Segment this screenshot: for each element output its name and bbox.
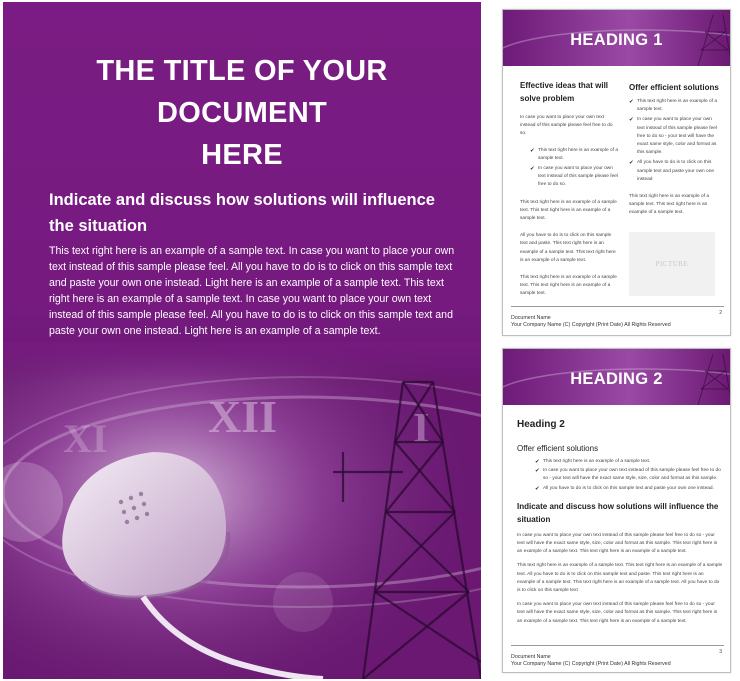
heading-2: Heading 2: [517, 419, 565, 430]
checklist: [517, 458, 723, 493]
paragraph: This text right here is an example of a sample text. This text right here is an example of a sample text. All you have to do is to click on this sample text and paste. This text right here is an example of a sample text. This text right here is an example of a sample text. All you have to do is to click on this sample text: [517, 563, 723, 594]
list-item: ✔ This text right here is an example of a sample text.: [535, 459, 651, 465]
section-title: Offer efficient solutions: [629, 83, 719, 92]
cover-title: THE TITLE OF YOUR DOCUMENT HERE: [96, 55, 388, 171]
paragraph: In case you want to place your own text instead of this sample please feel free to do so - your text will have the exact same style, size, color and format as this sample. This text right here is an example of a sample text. This text right here is an example of a sample text.: [517, 602, 718, 624]
page-number: 3: [719, 649, 722, 655]
check-icon: ✔: [535, 468, 540, 475]
page-number: 2: [719, 310, 722, 316]
right-column: [629, 81, 719, 296]
list-item: ✔ All you have to do is to click on this sample text and paste your own one instead: [629, 160, 715, 182]
paragraph: This text right here is an example of a sample text. This text right here is an example of a sample text.: [629, 194, 709, 216]
page-2-thumbnail: [502, 9, 731, 336]
cover-page: [3, 2, 481, 679]
check-icon: ✔: [530, 147, 535, 154]
page-3-thumbnail: [502, 348, 731, 673]
footer-document-name: Document Name: [511, 315, 551, 321]
check-icon: ✔: [629, 99, 634, 105]
page-heading: HEADING 1: [570, 31, 663, 49]
page-footer: [511, 306, 724, 329]
check-icon: ✔: [535, 485, 540, 492]
svg-text:I: I: [413, 406, 430, 452]
list-item: ✔ In case you want to place your own text instead of this sample please feel free to do so - your text will have the exact same style, size, color and format as this sample.: [535, 468, 721, 482]
page-content: [517, 419, 723, 626]
check-icon: ✔: [530, 166, 535, 173]
checklist: [629, 98, 719, 184]
cover-telecom-photo: [3, 342, 481, 679]
section-title: Effective ideas that will solve problem: [520, 81, 609, 103]
page-banner: [503, 10, 730, 66]
footer-copyright: Your Company Name (C) Copyright (Print Date) All Rights Reserved: [511, 322, 671, 328]
picture-placeholder: PICTURE: [629, 232, 715, 296]
section-title: Indicate and discuss how solutions will influence the situation: [517, 501, 719, 524]
subheading: Offer efficient solutions: [517, 444, 599, 453]
paragraph: This text right here is an example of a sample text. This text right here is an example of a sample text.: [520, 199, 617, 222]
cover-body-text: This text right here is an example of a sample text. In case you want to place your own text instead of this sample please feel. All you have to do is to click on this sample text and paste your own one instead. Light here is an example of a sample text. This text right here is an example of a sample text. In case you want to place your own text instead of this sample please feel. All you have to do is to click on this sample text and paste your own one instead. Light here is an example of a sample text.: [49, 245, 455, 337]
list-item: ✔ This text right here is an example of a sample text.: [530, 147, 618, 161]
list-item: ✔ In case you want to place your own text instead of this sample please feel free to do so - your text will have the exact same style, color and format as this sample.: [629, 117, 717, 156]
svg-text:XI: XI: [63, 416, 108, 461]
paragraph: In case you want to place your own text instead of this sample please feel free to do so - your text will have the exact same style, size, color and format as this sample. This text right here is an example of a sample text. This text right here is an example of a sample text.: [517, 532, 718, 555]
page-banner: [503, 349, 730, 405]
svg-text:XII: XII: [208, 391, 278, 442]
footer-document-name: Document Name: [511, 654, 551, 660]
check-icon: ✔: [535, 459, 540, 465]
page-heading: HEADING 2: [570, 370, 663, 388]
check-icon: ✔: [629, 117, 634, 124]
left-column: [520, 79, 620, 299]
list-item: ✔ This text right here is an example of a sample text.: [629, 99, 717, 113]
paragraph: In case you want to place your own text instead of this sample please feel free to do so.: [520, 115, 613, 137]
paragraph: This text right here is an example of a sample text. This text right here is an example of a sample text.: [520, 275, 617, 297]
list-item: ✔ In case you want to place your own text instead of this sample please feel free to do so.: [530, 166, 618, 188]
check-icon: ✔: [629, 160, 634, 167]
paragraph: All you have to do is to click on this sample text and paste. This text right here is an example of a sample text. This text right here is an example of a sample text.: [520, 233, 616, 263]
cover-subtitle: Indicate and discuss how solutions will influence the situation: [49, 191, 435, 235]
checklist: [520, 147, 620, 190]
page-footer: [511, 645, 724, 668]
list-item: ✔ All you have to do is to click on this sample text and paste your own one instead.: [535, 485, 714, 492]
footer-copyright: Your Company Name (C) Copyright (Print Date) All Rights Reserved: [511, 661, 671, 667]
